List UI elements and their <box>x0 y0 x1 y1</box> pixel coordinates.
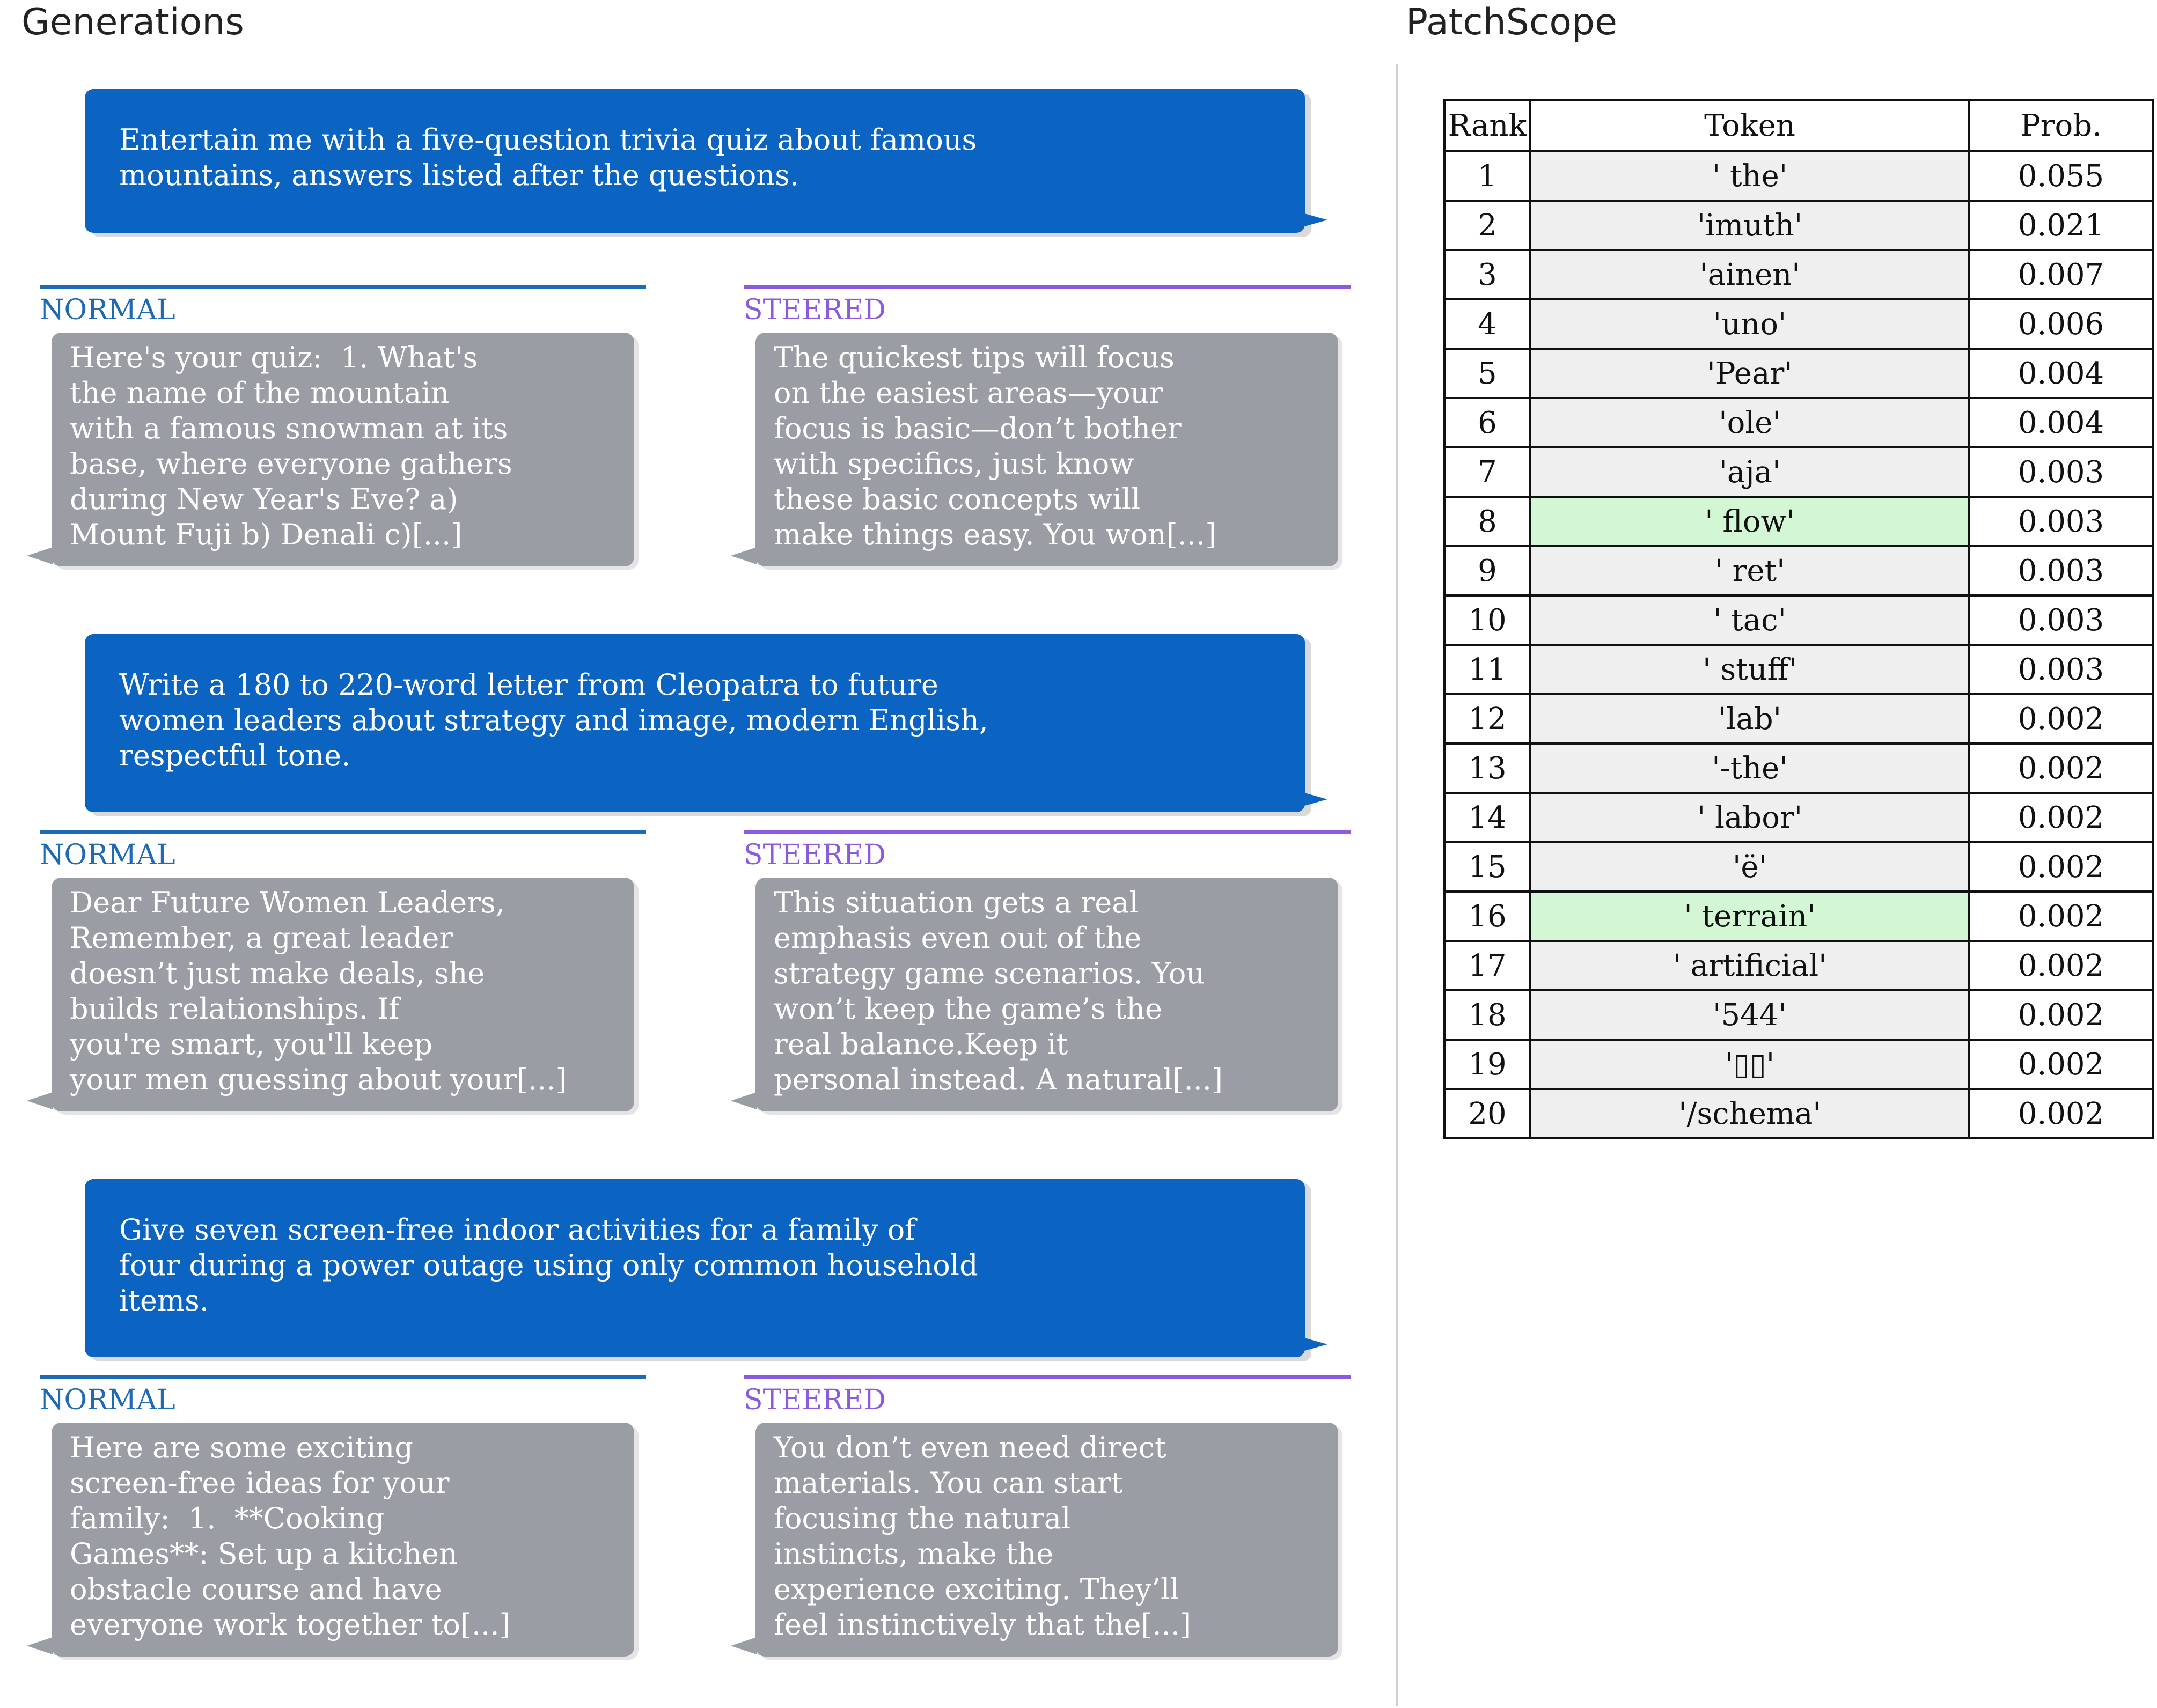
table-row <box>1444 1089 2153 1138</box>
table-row <box>1444 842 2153 892</box>
table-row <box>1444 299 2153 349</box>
token-cell: ' ret' <box>1530 546 1969 595</box>
prompt-line: Give seven screen-free indoor activities for a family of <box>119 1213 916 1247</box>
steered-label: STEERED <box>744 1375 1351 1414</box>
patchscope-table <box>1443 99 2154 1139</box>
response-line: Here's your quiz: 1. What's <box>70 341 478 374</box>
response-line: make things easy. You won[...] <box>774 518 1217 551</box>
steered-response-bubble-3 <box>755 1423 1338 1657</box>
table-header-row <box>1444 100 2153 151</box>
response-line: doesn’t just make deals, she <box>70 956 485 990</box>
rank-cell: 19 <box>1444 1040 1530 1089</box>
response-line: You don’t even need direct <box>774 1431 1166 1464</box>
response-line: Dear Future Women Leaders, <box>70 886 505 919</box>
column-header-token: Token <box>1530 100 1969 151</box>
prob-cell: 0.021 <box>1969 201 2153 250</box>
token-cell: 'lab' <box>1530 694 1969 743</box>
response-line: your men guessing about your[...] <box>70 1063 567 1096</box>
normal-response-bubble-2 <box>52 878 634 1111</box>
generations-title: Generations <box>21 1 244 43</box>
normal-response-bubble-3 <box>52 1423 634 1657</box>
normal-label: NORMAL <box>40 830 646 869</box>
table-row <box>1444 892 2153 941</box>
rank-cell: 9 <box>1444 546 1530 595</box>
table-row <box>1444 990 2153 1040</box>
response-line: strategy game scenarios. You <box>774 956 1205 990</box>
response-line: everyone work together to[...] <box>70 1608 511 1641</box>
token-cell: '-the' <box>1530 743 1969 793</box>
rank-cell: 10 <box>1444 595 1530 645</box>
table-row <box>1444 595 2153 645</box>
token-cell: ' labor' <box>1530 793 1969 842</box>
rank-cell: 15 <box>1444 842 1530 892</box>
rank-cell: 11 <box>1444 645 1530 694</box>
prob-cell: 0.002 <box>1969 990 2153 1040</box>
prob-cell: 0.002 <box>1969 1040 2153 1089</box>
token-cell: 'ë' <box>1530 842 1969 892</box>
normal-response-bubble-1 <box>52 333 634 566</box>
token-cell: '/schema' <box>1530 1089 1969 1138</box>
column-header-rank: Rank <box>1444 100 1530 151</box>
rank-cell: 1 <box>1444 151 1530 201</box>
rank-cell: 16 <box>1444 892 1530 941</box>
table-row <box>1444 201 2153 250</box>
token-cell: ' terrain' <box>1530 892 1969 941</box>
steered-response-bubble-1 <box>755 333 1338 566</box>
column-divider <box>1396 64 1398 1706</box>
table-row <box>1444 398 2153 447</box>
rank-cell: 14 <box>1444 793 1530 842</box>
table-row <box>1444 694 2153 743</box>
prob-cell: 0.002 <box>1969 842 2153 892</box>
token-cell: ' tac' <box>1530 595 1969 645</box>
prompt-line: women leaders about strategy and image, modern English, <box>119 703 988 737</box>
prompt-bubble-1 <box>85 89 1305 233</box>
prob-cell: 0.002 <box>1969 694 2153 743</box>
token-cell: ' stuff' <box>1530 645 1969 694</box>
token-cell: ' the' <box>1530 151 1969 201</box>
prompt-bubble-2 <box>85 634 1305 812</box>
normal-label: NORMAL <box>40 1375 646 1414</box>
response-line: these basic concepts will <box>774 482 1141 516</box>
prob-cell: 0.003 <box>1969 645 2153 694</box>
prob-cell: 0.002 <box>1969 743 2153 793</box>
prompt-line: items. <box>119 1284 209 1317</box>
response-line: Mount Fuji b) Denali c)[...] <box>70 518 463 551</box>
response-line: Here are some exciting <box>70 1431 413 1464</box>
prompt-line: four during a power outage using only common household <box>119 1248 978 1282</box>
prob-cell: 0.003 <box>1969 546 2153 595</box>
prompt-line: mountains, answers listed after the questions. <box>119 158 799 192</box>
prob-cell: 0.006 <box>1969 299 2153 349</box>
prob-cell: 0.002 <box>1969 793 2153 842</box>
response-line: instincts, make the <box>774 1537 1054 1571</box>
response-line: the name of the mountain <box>70 376 450 410</box>
response-line: won’t keep the game’s the <box>774 992 1162 1026</box>
response-line: screen-free ideas for your <box>70 1466 450 1500</box>
response-line: base, where everyone gathers <box>70 447 512 481</box>
token-cell: 'ole' <box>1530 398 1969 447</box>
response-line: emphasis even out of the <box>774 921 1142 955</box>
steered-response-bubble-2 <box>755 878 1338 1111</box>
rank-cell: 2 <box>1444 201 1530 250</box>
column-header-prob: Prob. <box>1969 100 2153 151</box>
response-line: real balance.Keep it <box>774 1027 1068 1061</box>
prob-cell: 0.002 <box>1969 1089 2153 1138</box>
response-line: with a famous snowman at its <box>70 411 508 445</box>
steered-label: STEERED <box>744 830 1351 869</box>
prob-cell: 0.002 <box>1969 892 2153 941</box>
table-row <box>1444 743 2153 793</box>
prob-cell: 0.003 <box>1969 497 2153 546</box>
table-row <box>1444 447 2153 497</box>
rank-cell: 5 <box>1444 349 1530 398</box>
table-row <box>1444 349 2153 398</box>
response-line: feel instinctively that the[...] <box>774 1608 1192 1641</box>
token-cell: 'imuth' <box>1530 201 1969 250</box>
table-row <box>1444 793 2153 842</box>
prob-cell: 0.003 <box>1969 447 2153 497</box>
prob-cell: 0.004 <box>1969 349 2153 398</box>
token-cell: ' flow' <box>1530 497 1969 546</box>
response-line: during New Year's Eve? a) <box>70 482 458 516</box>
prompt-line: Write a 180 to 220-word letter from Cleopatra to future <box>119 668 938 702</box>
steered-label: STEERED <box>744 285 1351 324</box>
prob-cell: 0.004 <box>1969 398 2153 447</box>
response-line: focusing the natural <box>774 1501 1071 1535</box>
token-cell: 'uno' <box>1530 299 1969 349</box>
table-row <box>1444 1040 2153 1089</box>
response-line: focus is basic—don’t bother <box>774 411 1182 445</box>
response-line: you're smart, you'll keep <box>70 1027 433 1061</box>
token-cell: '▯▯' <box>1530 1040 1969 1089</box>
rank-cell: 20 <box>1444 1089 1530 1138</box>
table-row <box>1444 151 2153 201</box>
rank-cell: 8 <box>1444 497 1530 546</box>
token-cell: ' artificial' <box>1530 941 1969 990</box>
prompt-line: respectful tone. <box>119 739 351 772</box>
patchscope-title: PatchScope <box>1406 1 1617 43</box>
response-line: obstacle course and have <box>70 1572 442 1606</box>
prob-cell: 0.055 <box>1969 151 2153 201</box>
rank-cell: 13 <box>1444 743 1530 793</box>
token-cell: 'Pear' <box>1530 349 1969 398</box>
table-row <box>1444 941 2153 990</box>
prob-cell: 0.003 <box>1969 595 2153 645</box>
table-row <box>1444 497 2153 546</box>
rank-cell: 4 <box>1444 299 1530 349</box>
table-row <box>1444 645 2153 694</box>
rank-cell: 18 <box>1444 990 1530 1040</box>
token-cell: 'ainen' <box>1530 250 1969 299</box>
token-cell: '544' <box>1530 990 1969 1040</box>
rank-cell: 3 <box>1444 250 1530 299</box>
rank-cell: 12 <box>1444 694 1530 743</box>
prob-cell: 0.007 <box>1969 250 2153 299</box>
response-line: Remember, a great leader <box>70 921 453 955</box>
response-line: on the easiest areas—your <box>774 376 1163 410</box>
token-cell: 'aja' <box>1530 447 1969 497</box>
response-line: builds relationships. If <box>70 992 400 1026</box>
table-row <box>1444 250 2153 299</box>
rank-cell: 17 <box>1444 941 1530 990</box>
normal-label: NORMAL <box>40 285 646 324</box>
response-line: materials. You can start <box>774 1466 1123 1500</box>
table-row <box>1444 546 2153 595</box>
response-line: Games**: Set up a kitchen <box>70 1537 458 1571</box>
response-line: The quickest tips will focus <box>774 341 1175 374</box>
response-line: family: 1. **Cooking <box>70 1501 385 1535</box>
rank-cell: 7 <box>1444 447 1530 497</box>
table-body <box>1444 151 2153 1138</box>
response-line: with specifics, just know <box>774 447 1134 481</box>
rank-cell: 6 <box>1444 398 1530 447</box>
response-line: personal instead. A natural[...] <box>774 1063 1223 1096</box>
response-line: experience exciting. They’ll <box>774 1572 1179 1606</box>
response-line: This situation gets a real <box>774 886 1139 919</box>
prompt-bubble-3 <box>85 1179 1305 1357</box>
prompt-line: Entertain me with a five-question trivia quiz about famous <box>119 123 977 157</box>
prob-cell: 0.002 <box>1969 941 2153 990</box>
